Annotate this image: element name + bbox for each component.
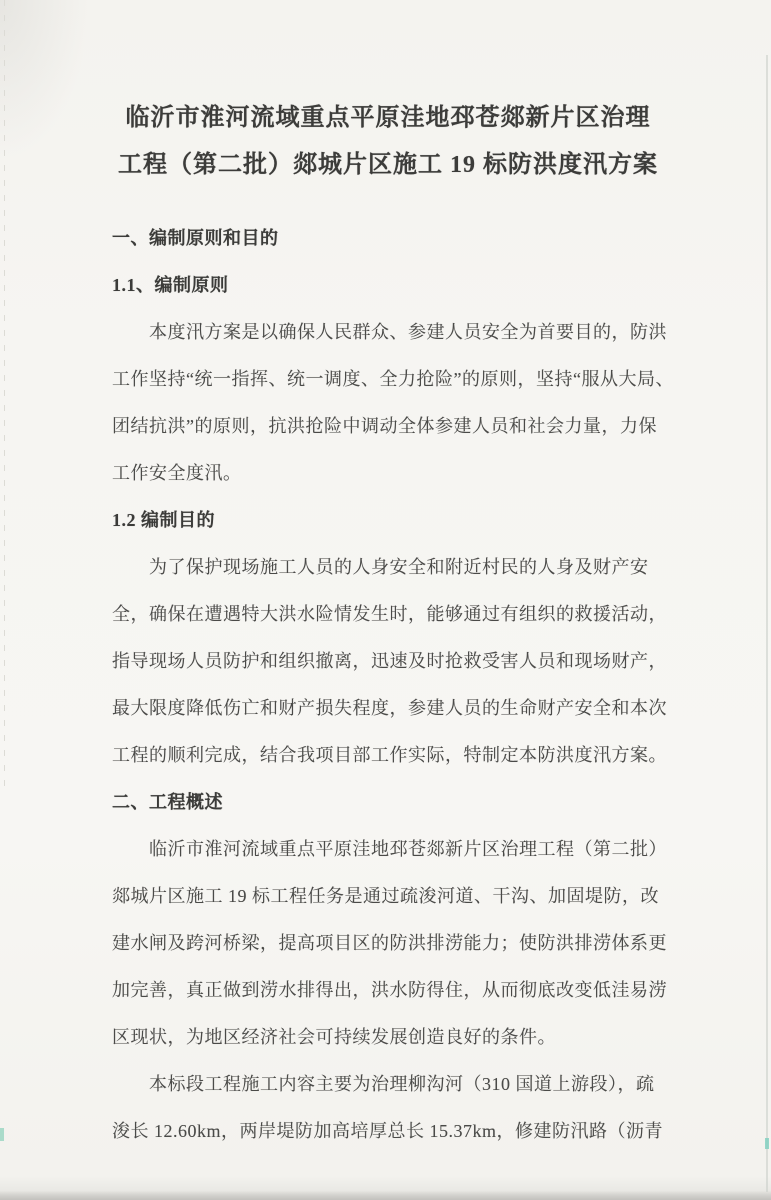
subsection-heading-1-1: 1.1、编制原则 [112,275,229,295]
paragraph-4-line: 浚长 12.60km，两岸堤防加高培厚总长 15.37km，修建防汛路（沥青 [112,1121,663,1141]
scan-edge-bottom [0,1191,771,1200]
paragraph-2-line: 指导现场人员防护和组织撤离，迅速及时抢救受害人员和现场财产， [112,651,667,671]
paragraph-2-line: 全，确保在遭遇特大洪水险情发生时，能够通过有组织的救援活动， [112,604,667,624]
title-line-1: 临沂市淮河流域重点平原洼地邳苍郯新片区治理 [125,105,651,131]
title-line-2: 工程（第二批）郯城片区施工 19 标防洪度汛方案 [118,152,658,178]
paragraph-1-line: 团结抗洪”的原则，抗洪抢险中调动全体参建人员和社会力量，力保 [112,416,657,436]
paragraph-3-line: 加完善，真正做到涝水排得出，洪水防得住，从而彻底改变低洼易涝 [112,980,667,1000]
paragraph-3-line: 郯城片区施工 19 标工程任务是通过疏浚河道、干沟、加固堤防，改 [112,886,659,906]
paragraph-1-line: 本度汛方案是以确保人民群众、参建人员安全为首要目的，防洪 [149,322,667,342]
section-heading-2: 二、工程概述 [112,792,223,812]
paragraph-2-line: 为了保护现场施工人员的人身安全和附近村民的人身及财产安 [149,557,649,577]
scan-mark-green [0,1128,4,1141]
section-heading-1: 一、编制原则和目的 [112,228,279,248]
document-body [112,215,674,1155]
paragraph-3-line: 区现状，为地区经济社会可持续发展创造良好的条件。 [112,1027,556,1047]
paragraph-3-line: 建水闸及跨河桥梁，提高项目区的防洪排涝能力；使防洪排涝体系更 [112,933,667,953]
paragraph-2-line: 最大限度降低伤亡和财产损失程度，参建人员的生命财产安全和本次 [112,698,667,718]
paragraph-1-line: 工作坚持“统一指挥、统一调度、全力抢险”的原则，坚持“服从大局、 [112,369,674,389]
subsection-heading-1-2: 1.2 编制目的 [112,510,215,530]
paragraph-2-line: 工程的顺利完成，结合我项目部工作实际，特制定本防洪度汛方案。 [112,745,667,765]
paragraph-3-line: 临沂市淮河流域重点平原洼地邳苍郯新片区治理工程（第二批） [149,839,667,859]
scan-shade-topleft [0,0,90,160]
document-content [112,0,674,1155]
scan-edge-right [766,55,768,1192]
scan-edge-left [4,0,5,790]
document-title [112,0,664,189]
paragraph-4-line: 本标段工程施工内容主要为治理柳沟河（310 国道上游段），疏 [149,1074,655,1094]
scan-mark-cyan [765,1138,769,1149]
paragraph-1-line: 工作安全度汛。 [112,463,242,483]
